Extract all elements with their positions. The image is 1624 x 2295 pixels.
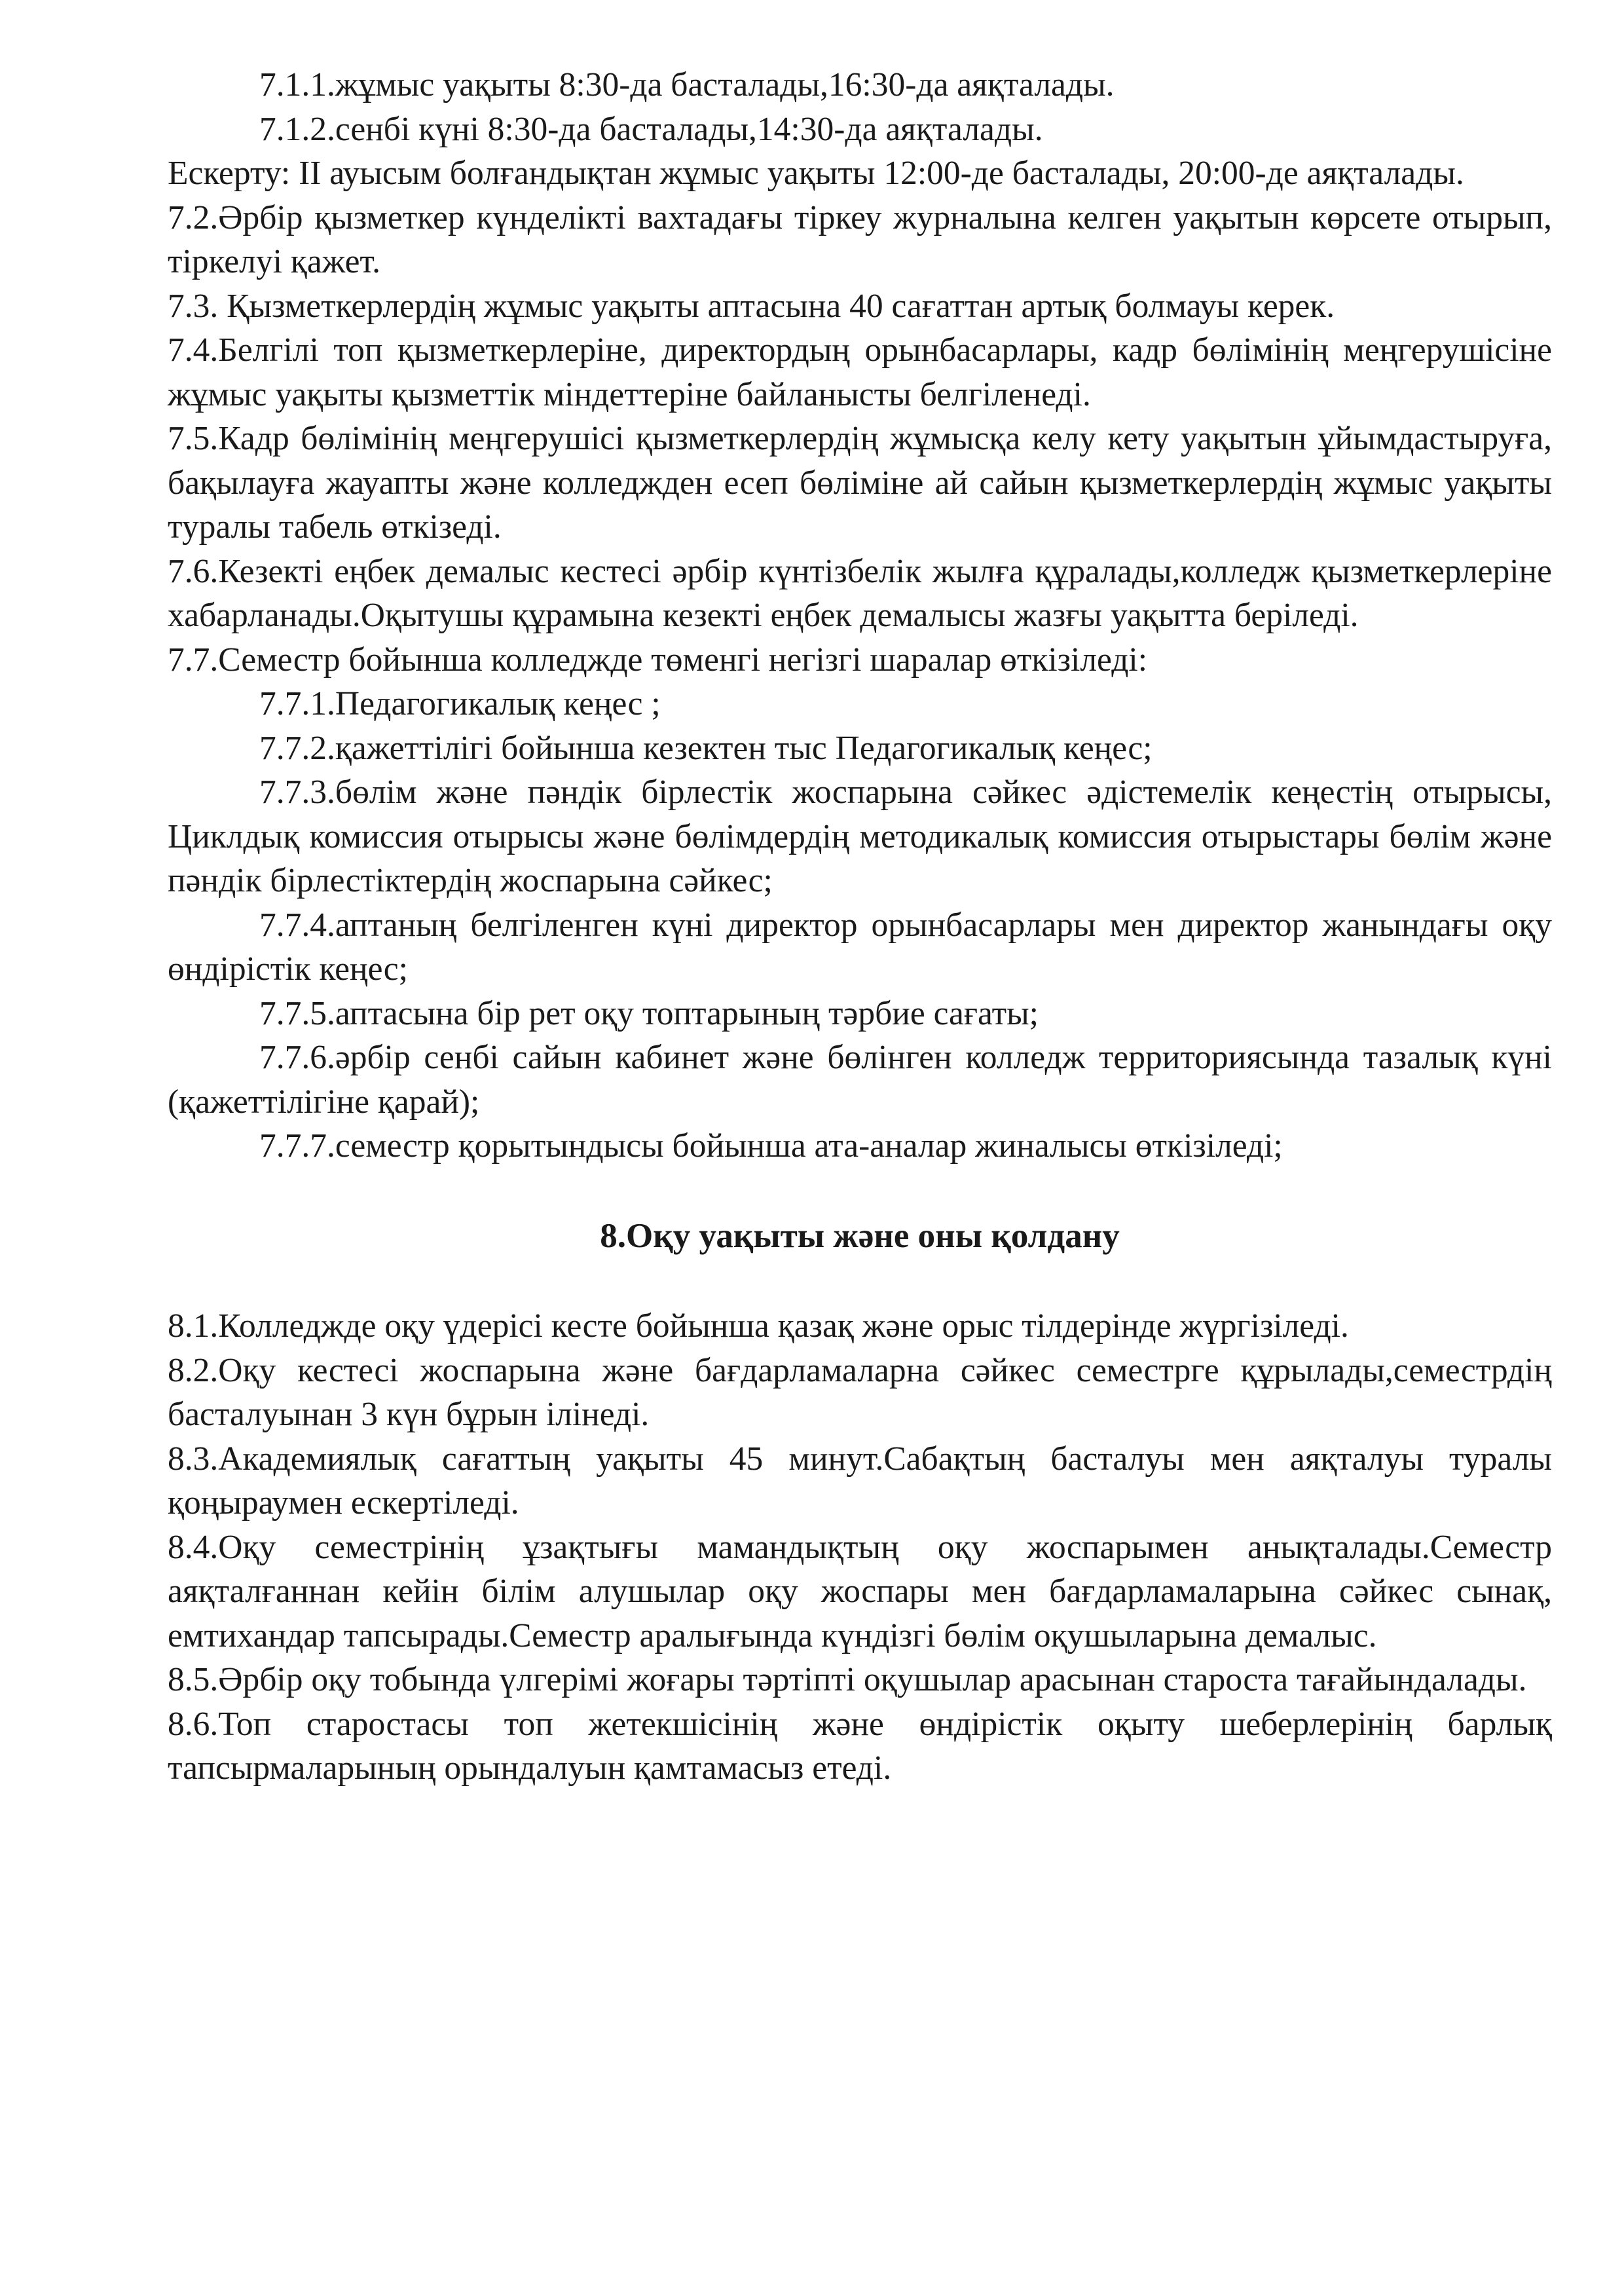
- paragraph-8-2: 8.2.Оқу кестесі жоспарына және бағдарламаларна сәйкес семестрге құрылады,семестрдің басталуынан 3 күн бұрын ілінеді.: [168, 1351, 1552, 1433]
- paragraph-8-4: 8.4.Оқу семестрінің ұзақтығы мамандықтың оқу жоспарымен анықталады.Семестр аяқталғаннан кейін білім алушылар оқу жоспары мен бағдарламаларына сәйкес сынақ, емтихандар тапсырады.Семестр аралығында күндізгі бөлім оқушыларына демалыс.: [168, 1528, 1552, 1654]
- paragraph-7-7-1: 7.7.1.Педагогикалық кеңес ;: [259, 685, 661, 722]
- paragraph-7-7-5: 7.7.5.аптасына бір рет оқу топтарының тәрбие сағаты;: [259, 994, 1039, 1032]
- paragraph-8-1: 8.1.Колледжде оқу үдерісі кесте бойынша қазақ және орыс тілдерінде жүргізіледі.: [168, 1307, 1349, 1345]
- document-page: [168, 63, 1552, 1791]
- paragraph-7-6: 7.6.Кезекті еңбек демалыс кестесі әрбір күнтізбелік жылға құралады,колледж қызметкерлеріне хабарланады.Оқытушы құрамына кезекті еңбек демалысы жазғы уақытта беріледі.: [168, 552, 1552, 634]
- paragraph-8-5: 8.5.Әрбір оқу тобында үлгерімі жоғары тәртіпті оқушылар арасынан староста тағайындалады.: [168, 1661, 1527, 1698]
- paragraph-7-7-3: 7.7.3.бөлім және пәндік бірлестік жоспарына сәйкес әдістемелік кеңестің отырысы, Циклдық комиссия отырысы және бөлімдердің методикалық комиссия отырыстары бөлім және пәндік бірлестіктердің жоспарына сәйкес;: [168, 774, 1552, 899]
- paragraph-7-1-2: 7.1.2.сенбі күні 8:30-да басталады,14:30-да аяқталады.: [259, 110, 1043, 148]
- paragraph-7-7-7: 7.7.7.семестр қорытындысы бойынша ата-аналар жиналысы өткізіледі;: [259, 1127, 1283, 1165]
- paragraph-7-1-1: 7.1.1.жұмыс уақыты 8:30-да басталады,16:30-да аяқталады.: [259, 66, 1115, 103]
- paragraph-7-7: 7.7.Семестр бойынша колледжде төменгі негізгі шаралар өткізіледі:: [168, 641, 1148, 679]
- section-8-heading: 8.Оқу уақыты және оны қолдану: [600, 1216, 1120, 1255]
- paragraph-7-2: 7.2.Әрбір қызметкер күнделікті вахтадағы тіркеу журналына келген уақытын көрсете отырып, тіркелуі қажет.: [168, 198, 1552, 280]
- note-paragraph: Ескерту: II ауысым болғандықтан жұмыс уақыты 12:00-де басталады, 20:00-де аяқталады.: [168, 155, 1464, 192]
- paragraph-8-3: 8.3.Академиялық сағаттың уақыты 45 минут.Сабақтың басталуы мен аяқталуы туралы қоңыраумен ескертіледі.: [168, 1440, 1552, 1521]
- paragraph-7-7-6: 7.7.6.әрбір сенбі сайын кабинет және бөлінген колледж территориясында тазалық күні (қажеттілігіне қарай);: [168, 1039, 1552, 1121]
- paragraph-7-5: 7.5.Кадр бөлімінің меңгерушісі қызметкерлердің жұмысқа келу кету уақытын ұйымдастыруға, бақылауға жауапты және колледжден есеп бөліміне ай сайын қызметкерлердің жұмыс уақыты туралы табель өткізеді.: [168, 420, 1552, 546]
- paragraph-7-3: 7.3. Қызметкерлердің жұмыс уақыты аптасына 40 сағаттан артық болмауы керек.: [168, 287, 1335, 325]
- paragraph-8-6: 8.6.Топ старостасы топ жетекшісінің және өндірістік оқыту шеберлерінің барлық тапсырмаларының орындалуын қамтамасыз етеді.: [168, 1705, 1552, 1787]
- paragraph-7-7-4: 7.7.4.аптаның белгіленген күні директор орынбасарлары мен директор жанындағы оқу өндірістік кеңес;: [168, 906, 1552, 988]
- paragraph-7-4: 7.4.Белгілі топ қызметкерлеріне, директордың орынбасарлары, кадр бөлімінің меңгерушісіне жұмыс уақыты қызметтік міндеттеріне байланысты белгіленеді.: [168, 331, 1552, 413]
- paragraph-7-7-2: 7.7.2.қажеттілігі бойынша кезектен тыс Педагогикалық кеңес;: [259, 729, 1153, 767]
